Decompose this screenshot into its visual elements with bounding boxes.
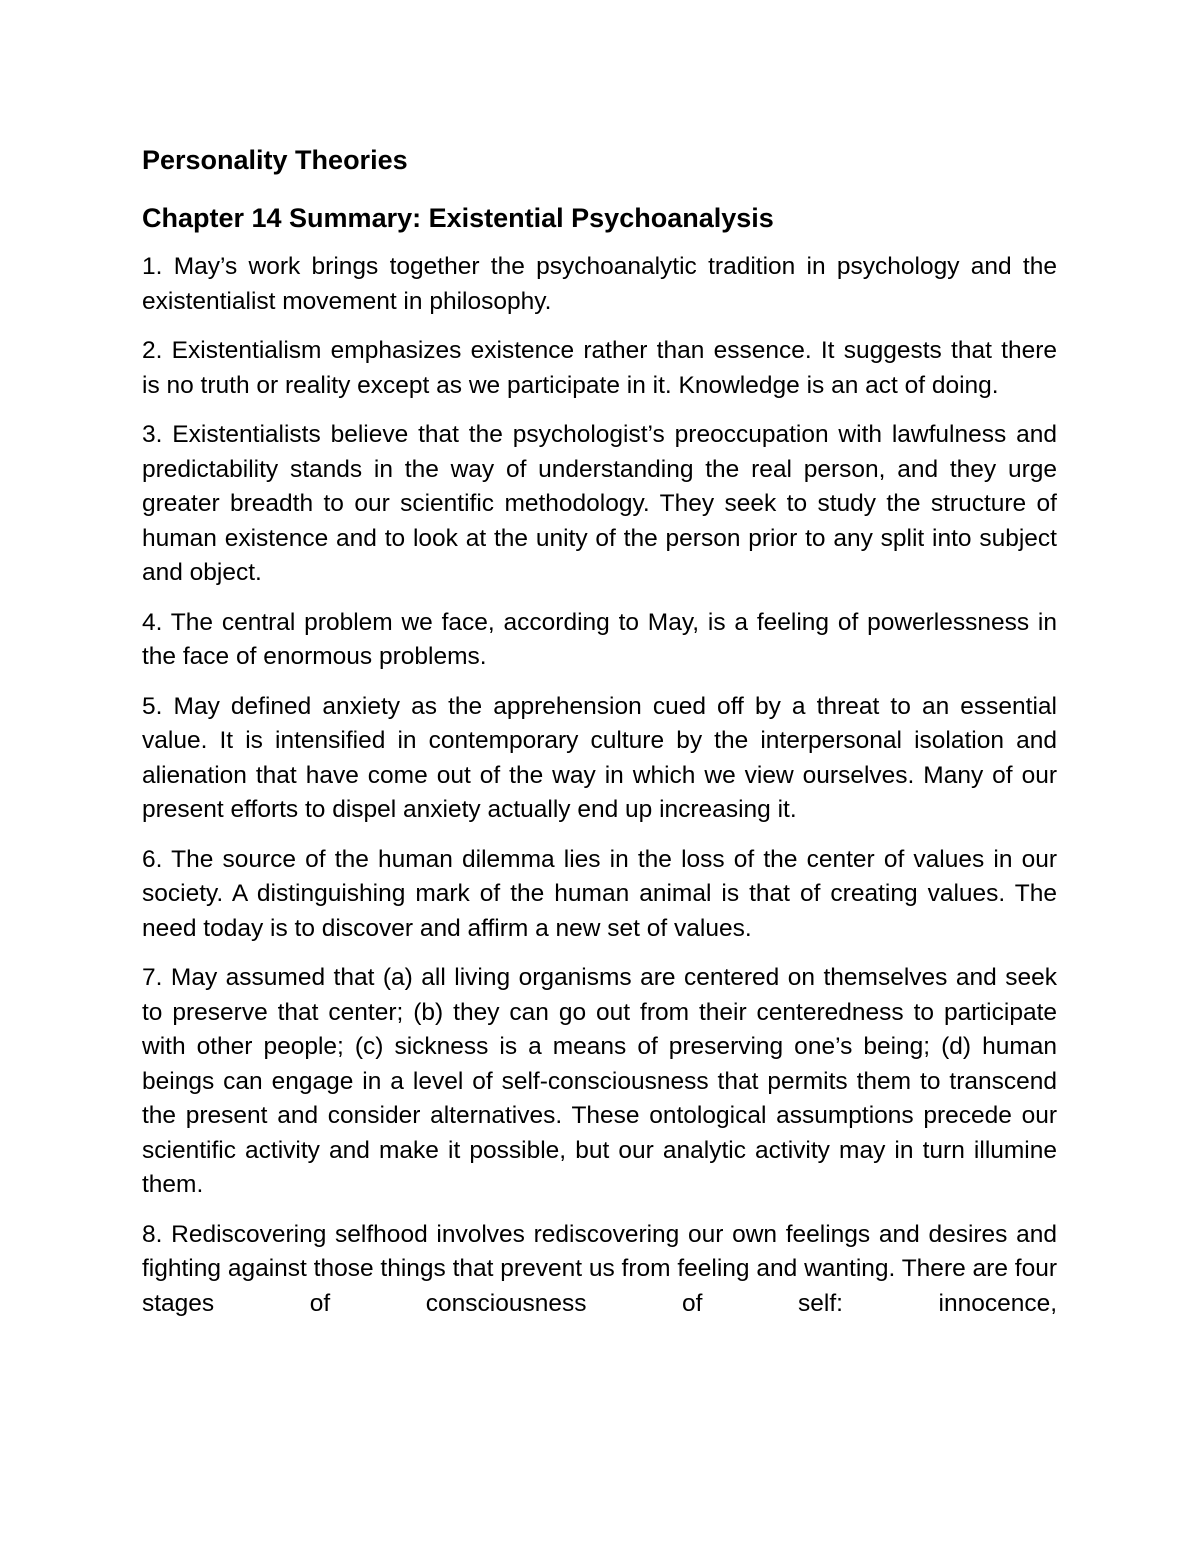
summary-paragraph-1: 1. May’s work brings together the psychoanalytic tradition in psychology and the existentialist movement in philosophy. xyxy=(142,253,1057,315)
summary-paragraph-3: 3. Existentialists believe that the psychologist’s preoccupation with lawfulness and predictability stands in the way of understanding the real person, and they urge greater breadth to our scientific methodology. They seek to study the structure of human existence and to look at the unity of the person prior to any split into subject and object. xyxy=(142,421,1057,586)
summary-paragraph-2: 2. Existentialism emphasizes existence rather than essence. It suggests that there is no truth or reality except as we participate in it. Knowledge is an act of doing. xyxy=(142,337,1057,399)
document-title: Personality Theories xyxy=(142,145,408,175)
summary-paragraph-6: 6. The source of the human dilemma lies in the loss of the center of values in our society. A distinguishing mark of the human animal is that of creating values. The need today is to discover and affirm a new set of values. xyxy=(142,845,1057,942)
summary-paragraph-4: 4. The central problem we face, according to May, is a feeling of powerlessness in the face of enormous problems. xyxy=(142,608,1057,670)
chapter-title: Chapter 14 Summary: Existential Psychoanalysis xyxy=(142,203,774,233)
document-page xyxy=(142,140,1057,1336)
summary-paragraph-8: 8. Rediscovering selfhood involves rediscovering our own feelings and desires and fighting against those things that prevent us from feeling and wanting. There are four stages of consciousness of self: innocence, xyxy=(142,1220,1057,1317)
summary-paragraph-7: 7. May assumed that (a) all living organisms are centered on themselves and seek to preserve that center; (b) they can go out from their centeredness to participate with other people; (c) sickness is a means of preserving one’s being; (d) human beings can engage in a level of self-consciousness that permits them to transcend the present and consider alternatives. These ontological assumptions precede our scientific activity and make it possible, but our analytic activity may in turn illumine them. xyxy=(142,964,1057,1198)
summary-paragraph-5: 5. May defined anxiety as the apprehension cued off by a threat to an essential value. It is intensified in contemporary culture by the interpersonal isolation and alienation that have come out of the way in which we view ourselves. Many of our present efforts to dispel anxiety actually end up increasing it. xyxy=(142,692,1057,823)
